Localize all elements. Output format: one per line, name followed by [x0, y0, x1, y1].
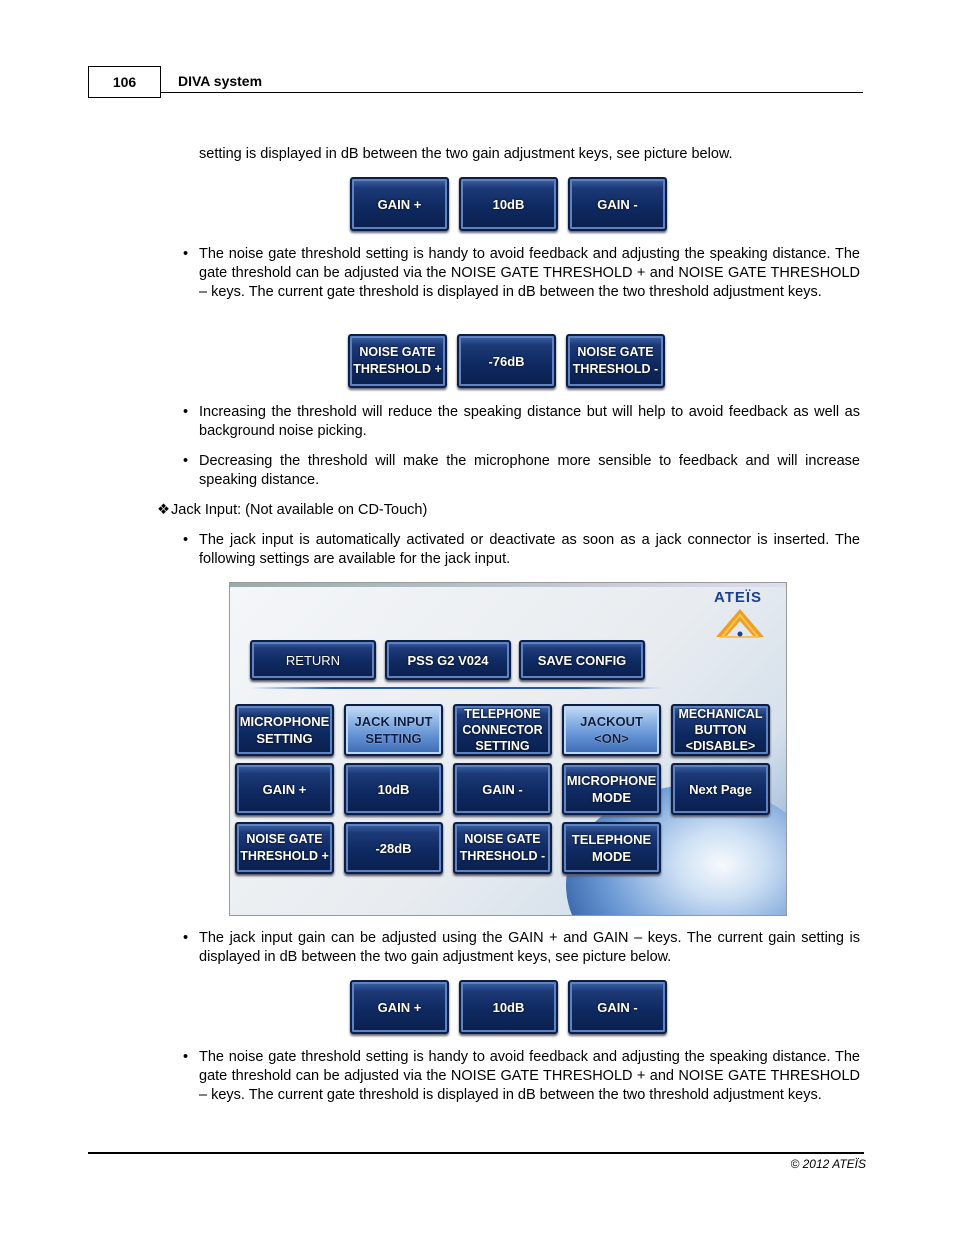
bullet-noise-gate: • The noise gate threshold setting is handy to avoid feedback and adjusting the speaking distance. The gate threshold can be adjusted via the NOISE GATE THRESHOLD + and NOISE GATE THRESHOLD – keys. The current gate threshold is displayed in dB between the two threshold adjustment keys.	[199, 245, 860, 302]
footer-rule	[88, 1152, 864, 1154]
screen-noise-gate-value: -28dB	[344, 822, 443, 874]
gain-button-row	[350, 177, 667, 231]
header-title: DIVA system	[178, 73, 263, 89]
gain-plus-button[interactable]: GAIN +	[350, 177, 449, 231]
jack-input-setting-button[interactable]: JACK INPUT SETTING	[344, 704, 443, 756]
touch-screen-image	[229, 582, 787, 916]
telephone-mode-button[interactable]: TELEPHONE MODE	[562, 822, 661, 874]
gain-minus-button[interactable]: GAIN -	[568, 177, 667, 231]
screen-gain-value: 10dB	[344, 763, 443, 815]
gain-value-display: 10dB	[459, 177, 558, 231]
bullet-jack-gain: • The jack input gain can be adjusted using the GAIN + and GAIN – keys. The current gain setting is displayed in dB between the two gain adjustment keys, see picture below.	[199, 929, 860, 967]
gain-plus-button-2[interactable]: GAIN +	[350, 980, 449, 1034]
jack-input-heading: Jack Input: (Not available on CD-Touch)	[171, 502, 428, 518]
noise-gate-threshold-plus-button[interactable]: NOISE GATE THRESHOLD +	[348, 334, 447, 388]
gain-minus-button-2[interactable]: GAIN -	[568, 980, 667, 1034]
paragraph-gain-intro: setting is displayed in dB between the two gain adjustment keys, see picture below.	[199, 146, 733, 162]
mechanical-button-button[interactable]: MECHANICAL BUTTON <DISABLE>	[671, 704, 770, 756]
screen-top-bar	[230, 583, 786, 587]
ateis-logo-icon	[714, 607, 766, 639]
gain-value-display-2: 10dB	[459, 980, 558, 1034]
threshold-value-display: -76dB	[457, 334, 556, 388]
return-button[interactable]: RETURN	[250, 640, 376, 680]
screen-gain-minus-button[interactable]: GAIN -	[453, 763, 552, 815]
bullet-decreasing-threshold: • Decreasing the threshold will make the microphone more sensible to feedback and will increase speaking distance.	[199, 452, 860, 490]
microphone-mode-button[interactable]: MICROPHONE MODE	[562, 763, 661, 815]
diamond-bullet-icon: ❖	[157, 502, 170, 518]
noise-gate-threshold-minus-button[interactable]: NOISE GATE THRESHOLD -	[566, 334, 665, 388]
bullet-jack-input: • The jack input is automatically activated or deactivate as soon as a jack connector is inserted. The following settings are available for the jack input.	[199, 531, 860, 569]
microphone-setting-button[interactable]: MICROPHONE SETTING	[235, 704, 334, 756]
version-button[interactable]: PSS G2 V024	[385, 640, 511, 680]
gain-button-row-2	[350, 980, 667, 1034]
telephone-connector-setting-button[interactable]: TELEPHONE CONNECTOR SETTING	[453, 704, 552, 756]
next-page-button[interactable]: Next Page	[671, 763, 770, 815]
bullet-increasing-threshold: • Increasing the threshold will reduce the speaking distance but will help to avoid feedback as well as background noise picking.	[199, 403, 860, 441]
page-number: 106	[88, 66, 161, 98]
footer-copyright: © 2012 ATEÏS	[790, 1157, 866, 1171]
header-rule	[161, 92, 863, 93]
screen-gain-plus-button[interactable]: GAIN +	[235, 763, 334, 815]
jackout-button[interactable]: JACKOUT <ON>	[562, 704, 661, 756]
screen-divider	[250, 687, 662, 689]
bullet-noise-gate-2: • The noise gate threshold setting is handy to avoid feedback and adjusting the speaking distance. The gate threshold can be adjusted via the NOISE GATE THRESHOLD + and NOISE GATE THRESHOLD – keys. The current gate threshold is displayed in dB between the two threshold adjustment keys.	[199, 1048, 860, 1105]
threshold-button-row	[348, 334, 665, 388]
screen-noise-gate-threshold-plus-button[interactable]: NOISE GATE THRESHOLD +	[235, 822, 334, 874]
screen-noise-gate-threshold-minus-button[interactable]: NOISE GATE THRESHOLD -	[453, 822, 552, 874]
ateis-logo-text: ATEÏS	[714, 589, 763, 606]
save-config-button[interactable]: SAVE CONFIG	[519, 640, 645, 680]
